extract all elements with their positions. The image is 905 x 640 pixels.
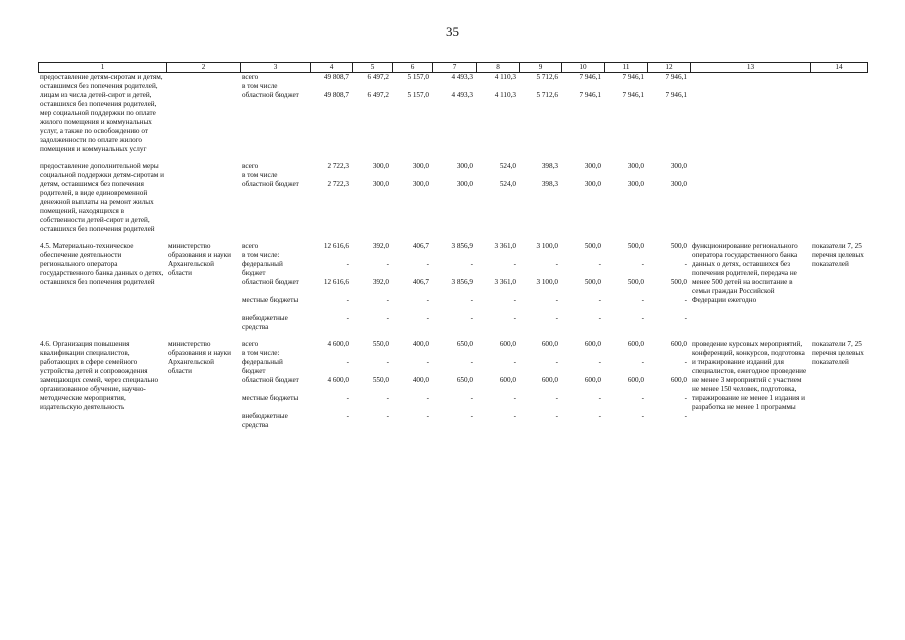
amount-cell [519, 82, 561, 91]
amount-cell: - [555, 260, 558, 268]
amount-cell: 4 110,3 [494, 73, 516, 81]
funding-source-label: внебюджетные средства [242, 314, 288, 331]
year-column [476, 340, 519, 430]
amount-cell: 12 616,6 [323, 242, 349, 250]
amount-cell: 392,0 [372, 242, 389, 250]
amount-cell: - [598, 314, 601, 322]
amount-cell [310, 251, 352, 260]
funding-source-label: областной бюджет [242, 91, 299, 99]
amount-cell: 600,0 [541, 376, 558, 384]
amount-cell: 300,0 [372, 180, 389, 188]
column-number-7: 7 [432, 63, 476, 72]
executor [166, 162, 240, 234]
year-column [310, 340, 352, 430]
column-number-13: 13 [690, 63, 810, 72]
amount-cell [604, 82, 647, 91]
page-number: 35 [446, 24, 459, 39]
amount-cell: 650,0 [456, 340, 473, 348]
amount-cell [392, 349, 432, 358]
amount-cell: - [598, 260, 601, 268]
amount-cell: 300,0 [456, 162, 473, 170]
year-column [519, 162, 561, 234]
year-column [604, 340, 647, 430]
year-column [476, 73, 519, 154]
funding-sources [240, 162, 310, 234]
amount-cell: 49 808,7 [323, 91, 349, 99]
amount-cell: 600,0 [670, 376, 687, 384]
column-number-9: 9 [519, 63, 561, 72]
amount-cell: - [598, 296, 601, 304]
amount-cell: 600,0 [627, 376, 644, 384]
amount-cell: - [513, 314, 516, 322]
column-number-header [38, 62, 868, 73]
funding-sources [240, 340, 310, 430]
amount-cell: 400,0 [412, 340, 429, 348]
amount-cell [561, 251, 604, 260]
year-column [352, 73, 392, 154]
amount-cell: 398,3 [541, 162, 558, 170]
year-column [647, 242, 690, 332]
amount-cell: - [598, 358, 601, 366]
amount-cell: - [470, 296, 473, 304]
year-column [647, 73, 690, 154]
amount-cell: - [470, 394, 473, 402]
year-column [647, 162, 690, 234]
amount-cell [561, 349, 604, 358]
amount-cell: - [470, 260, 473, 268]
amount-cell [432, 251, 476, 260]
amount-cell [392, 251, 432, 260]
amount-cell [604, 251, 647, 260]
amount-cell [647, 349, 690, 358]
amount-cell: 600,0 [670, 340, 687, 348]
amount-cell: - [641, 394, 644, 402]
amount-cell: 7 946,1 [622, 91, 644, 99]
amount-cell: 600,0 [584, 376, 601, 384]
program-table [38, 62, 868, 438]
amount-cell: 3 361,0 [494, 242, 516, 250]
amount-cell: - [641, 412, 644, 420]
amount-cell [352, 349, 392, 358]
amount-cell: 500,0 [627, 242, 644, 250]
funding-source-label: федеральный бюджет [242, 358, 283, 375]
funding-sources [240, 73, 310, 154]
amount-cell: - [426, 358, 429, 366]
amount-cell: 300,0 [670, 162, 687, 170]
amount-cell: 406,7 [412, 242, 429, 250]
amount-cell: - [346, 412, 349, 420]
amount-cell: 3 361,0 [494, 278, 516, 286]
amount-cell [647, 251, 690, 260]
year-column [432, 162, 476, 234]
amount-cell: 550,0 [372, 340, 389, 348]
amount-cell: 6 497,2 [367, 91, 389, 99]
amount-cell: - [513, 260, 516, 268]
amount-cell [476, 171, 519, 180]
year-column [310, 242, 352, 332]
amount-cell: 406,7 [412, 278, 429, 286]
funding-source-label: местные бюджеты [242, 394, 299, 402]
amount-cell: 650,0 [456, 376, 473, 384]
amount-cell: 500,0 [627, 278, 644, 286]
target-indicators [810, 162, 868, 234]
executor: министерство образования и науки Архангельской области [168, 340, 231, 375]
amount-cell [561, 171, 604, 180]
amount-cell: 300,0 [412, 162, 429, 170]
amount-cell: 7 946,1 [622, 73, 644, 81]
amount-cell: - [470, 412, 473, 420]
amount-cell [476, 349, 519, 358]
year-column [604, 162, 647, 234]
amount-cell [352, 171, 392, 180]
amount-cell: - [513, 394, 516, 402]
column-number-1: 1 [38, 63, 166, 72]
amount-cell: - [684, 412, 687, 420]
amount-cell: 7 946,1 [665, 73, 687, 81]
column-number-4: 4 [310, 63, 352, 72]
amount-cell: - [513, 358, 516, 366]
funding-source-label: федеральный бюджет [242, 260, 283, 277]
table-row [38, 162, 868, 234]
funding-source-label: областной бюджет [242, 278, 299, 286]
funding-source-label: в том числе [242, 82, 278, 90]
amount-cell: 600,0 [541, 340, 558, 348]
amount-cell: - [386, 260, 389, 268]
amount-cell [392, 82, 432, 91]
amount-cell: - [426, 314, 429, 322]
column-number-11: 11 [604, 63, 647, 72]
amount-cell: 7 946,1 [665, 91, 687, 99]
amount-cell [352, 82, 392, 91]
activity-title: 4.5. Материально-техническое обеспечение деятельности регионального оператора государственного банка данных о детях, оставшихся без попечения родителей [40, 242, 164, 286]
amount-cell [519, 171, 561, 180]
amount-cell: 600,0 [499, 376, 516, 384]
amount-cell [519, 349, 561, 358]
column-number-3: 3 [240, 63, 310, 72]
amount-cell: - [555, 296, 558, 304]
expected-result [690, 73, 810, 154]
funding-sources [240, 242, 310, 332]
amount-cell: - [555, 358, 558, 366]
amount-cell: - [426, 260, 429, 268]
year-column [432, 242, 476, 332]
amount-cell: - [346, 394, 349, 402]
amount-cell [310, 349, 352, 358]
amount-cell: - [555, 412, 558, 420]
amount-cell [476, 82, 519, 91]
amount-cell: 5 157,0 [407, 73, 429, 81]
amount-cell: 300,0 [372, 162, 389, 170]
amount-cell: 500,0 [584, 242, 601, 250]
target-indicators: показатели 7, 25 перечня целевых показателей [812, 242, 864, 268]
amount-cell [519, 251, 561, 260]
amount-cell: 300,0 [584, 180, 601, 188]
amount-cell: - [684, 296, 687, 304]
amount-cell: 3 856,9 [451, 278, 473, 286]
amount-cell: 12 616,6 [323, 278, 349, 286]
amount-cell: 300,0 [412, 180, 429, 188]
amount-cell: 4 493,3 [451, 73, 473, 81]
year-column [519, 242, 561, 332]
amount-cell: 524,0 [499, 162, 516, 170]
amount-cell: 7 946,1 [579, 73, 601, 81]
amount-cell [352, 251, 392, 260]
amount-cell: 600,0 [627, 340, 644, 348]
amount-cell: 300,0 [670, 180, 687, 188]
target-indicators: показатели 7, 25 перечня целевых показателей [812, 340, 864, 366]
expected-result [690, 162, 810, 234]
year-column [561, 162, 604, 234]
amount-cell: 600,0 [499, 340, 516, 348]
funding-source-label: всего [242, 162, 259, 170]
amount-cell: 5 157,0 [407, 91, 429, 99]
year-column [392, 73, 432, 154]
column-number-6: 6 [392, 63, 432, 72]
year-column [604, 242, 647, 332]
amount-cell: 400,0 [412, 376, 429, 384]
year-column [432, 73, 476, 154]
year-column [392, 162, 432, 234]
amount-cell: 398,3 [541, 180, 558, 188]
amount-cell: - [641, 358, 644, 366]
amount-cell [604, 349, 647, 358]
amount-cell: 550,0 [372, 376, 389, 384]
amount-cell: 4 600,0 [327, 376, 349, 384]
amount-cell [310, 82, 352, 91]
funding-source-label: областной бюджет [242, 376, 299, 384]
amount-cell: - [598, 412, 601, 420]
amount-cell: - [641, 260, 644, 268]
amount-cell: - [684, 314, 687, 322]
column-number-5: 5 [352, 63, 392, 72]
funding-source-label: областной бюджет [242, 180, 299, 188]
amount-cell: 5 712,6 [536, 91, 558, 99]
amount-cell [604, 171, 647, 180]
amount-cell: 3 100,0 [536, 242, 558, 250]
funding-source-label: в том числе [242, 171, 278, 179]
year-column [476, 242, 519, 332]
funding-source-label: всего [242, 340, 259, 348]
amount-cell: - [426, 412, 429, 420]
table-row [38, 340, 868, 430]
year-column [392, 242, 432, 332]
amount-cell: - [386, 358, 389, 366]
amount-cell: 300,0 [456, 180, 473, 188]
amount-cell: 3 856,9 [451, 242, 473, 250]
year-column [352, 340, 392, 430]
amount-cell: 600,0 [584, 340, 601, 348]
amount-cell: - [470, 314, 473, 322]
amount-cell: 300,0 [627, 180, 644, 188]
target-indicators [810, 73, 868, 154]
funding-source-label: всего [242, 73, 259, 81]
amount-cell: - [346, 296, 349, 304]
year-column [561, 73, 604, 154]
amount-cell: - [555, 314, 558, 322]
amount-cell: 6 497,2 [367, 73, 389, 81]
funding-source-label: местные бюджеты [242, 296, 299, 304]
amount-cell: - [386, 296, 389, 304]
amount-cell: 5 712,6 [536, 73, 558, 81]
year-column [352, 242, 392, 332]
executor [166, 73, 240, 154]
table-row [38, 242, 868, 332]
expected-result: функционирование регионального оператора государственного банка данных о детях, оставшихся без попечения родителей, передача не менее 500 детей на воспитание в семьи граждан Российской Федерации ежегодно [692, 242, 798, 304]
amount-cell: 500,0 [670, 278, 687, 286]
amount-cell [561, 82, 604, 91]
amount-cell [432, 82, 476, 91]
amount-cell: 4 493,3 [451, 91, 473, 99]
amount-cell: - [346, 314, 349, 322]
amount-cell: 300,0 [627, 162, 644, 170]
amount-cell: - [513, 296, 516, 304]
amount-cell: - [684, 394, 687, 402]
amount-cell: - [386, 412, 389, 420]
amount-cell: 2 722,3 [327, 180, 349, 188]
amount-cell: 500,0 [670, 242, 687, 250]
amount-cell [310, 171, 352, 180]
executor: министерство образования и науки Архангельской области [168, 242, 231, 277]
year-column [604, 73, 647, 154]
funding-source-label: внебюджетные средства [242, 412, 288, 429]
amount-cell [647, 171, 690, 180]
year-column [561, 242, 604, 332]
amount-cell: 300,0 [584, 162, 601, 170]
column-number-10: 10 [561, 63, 604, 72]
amount-cell [476, 251, 519, 260]
amount-cell: - [426, 296, 429, 304]
amount-cell: - [555, 394, 558, 402]
column-number-2: 2 [166, 63, 240, 72]
amount-cell: 3 100,0 [536, 278, 558, 286]
amount-cell: 2 722,3 [327, 162, 349, 170]
amount-cell: - [346, 260, 349, 268]
table-row [38, 73, 868, 154]
year-column [392, 340, 432, 430]
year-column [561, 340, 604, 430]
year-column [310, 162, 352, 234]
amount-cell [432, 171, 476, 180]
amount-cell: - [470, 358, 473, 366]
year-column [519, 73, 561, 154]
funding-source-label: всего [242, 242, 259, 250]
amount-cell: - [641, 314, 644, 322]
year-column [476, 162, 519, 234]
expected-result: проведение курсовых мероприятий, конференций, конкурсов, подготовка и тиражирование изданий для специалистов, ежегодное проведение не менее 3 мероприятий с участием не менее 150 человек, подготовка, тиражирование не менее 1 издания и разработка не менее 1 программы [692, 340, 807, 411]
funding-source-label: в том числе: [242, 349, 280, 357]
amount-cell: 524,0 [499, 180, 516, 188]
column-number-12: 12 [647, 63, 690, 72]
amount-cell: - [684, 260, 687, 268]
amount-cell [392, 171, 432, 180]
amount-cell [432, 349, 476, 358]
amount-cell [647, 82, 690, 91]
amount-cell: - [598, 394, 601, 402]
amount-cell: - [386, 394, 389, 402]
amount-cell: 4 110,3 [494, 91, 516, 99]
activity-title: предоставление дополнительной меры социальной поддержки детям-сиротам и детям, оставшимся без попечения родителей, в виде единовременной денежной выплаты на ремонт жилых помещений, находящихся в собственности детей-сирот и детей, оставшихся без попечения родителей [40, 162, 164, 233]
year-column [352, 162, 392, 234]
year-column [519, 340, 561, 430]
activity-title: 4.6. Организация повышения квалификации специалистов, работающих в сфере семейного устройства детей и сопровождения замещающих семей, через специально организованное обучение, научно-методические мероприятия, издательскую деятельность [40, 340, 159, 411]
year-column [432, 340, 476, 430]
amount-cell: 49 808,7 [323, 73, 349, 81]
column-number-14: 14 [810, 63, 868, 72]
amount-cell: 500,0 [584, 278, 601, 286]
amount-cell: - [386, 314, 389, 322]
amount-cell: 7 946,1 [579, 91, 601, 99]
amount-cell: - [426, 394, 429, 402]
amount-cell: - [684, 358, 687, 366]
year-column [647, 340, 690, 430]
amount-cell: 392,0 [372, 278, 389, 286]
funding-source-label: в том числе: [242, 251, 280, 259]
amount-cell: - [346, 358, 349, 366]
amount-cell: - [641, 296, 644, 304]
column-number-8: 8 [476, 63, 519, 72]
amount-cell: - [513, 412, 516, 420]
amount-cell: 4 600,0 [327, 340, 349, 348]
activity-title: предоставление детям-сиротам и детям, оставшимся без попечения родителей, лицам из числа детей-сирот и детей, оставшихся без попечения родителей, мер социальной поддержки по оплате жилого помещения и коммунальных услуг, а также по освобождению от задолженности по оплате жилого помещения и коммунальных услуг [40, 73, 163, 153]
year-column [310, 73, 352, 154]
